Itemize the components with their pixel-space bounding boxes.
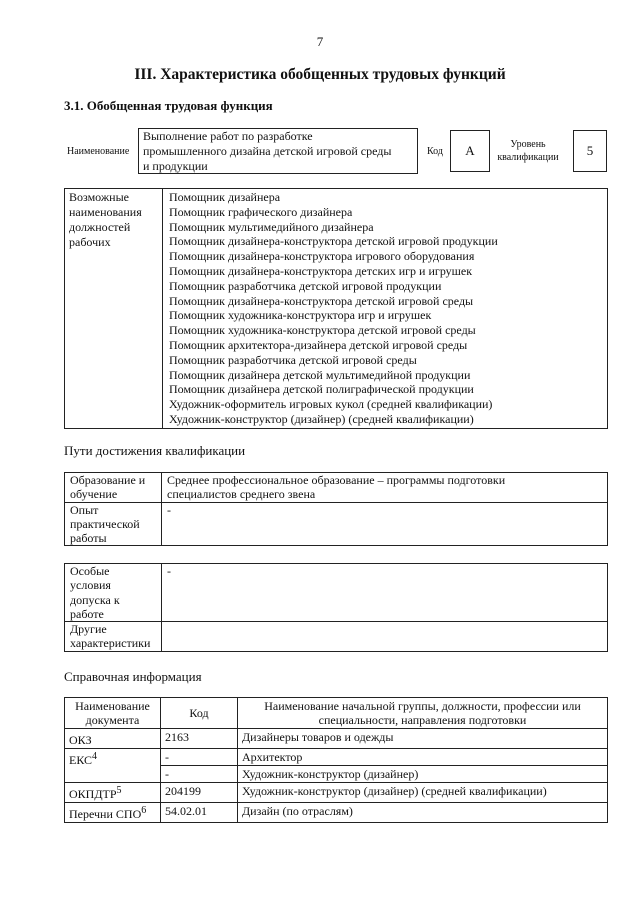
list-item: Помощник дизайнера — [169, 190, 281, 204]
list-item: Помощник мультимедийного дизайнера — [169, 219, 374, 234]
table-row — [65, 729, 608, 749]
footnote-ref: 5 — [116, 785, 122, 796]
row-code: - — [161, 766, 238, 783]
list-item: Помощник дизайнера-конструктора игрового оборудования — [169, 249, 475, 264]
row-document — [65, 729, 161, 749]
list-item: Помощник дизайнера-конструктора детской игровой среды — [169, 293, 474, 308]
header-code: Код — [161, 698, 238, 729]
header-name-line: Наименование начальной группы, должности, профессии или — [264, 699, 581, 713]
function-name-box — [138, 128, 418, 174]
table-row — [65, 803, 608, 823]
footnote-ref: 4 — [92, 751, 98, 762]
row-name: Дизайн (по отраслям) — [238, 803, 608, 823]
other-characteristics-label — [65, 622, 162, 652]
header-name — [238, 698, 608, 729]
list-item: Помощник разработчика детской игровой среды — [169, 352, 417, 367]
experience-label — [65, 502, 162, 546]
experience-value: - — [162, 502, 608, 546]
job-titles-label-line: наименования — [69, 205, 142, 219]
page-number: 7 — [316, 34, 324, 49]
experience-label-line: Опыт — [70, 502, 99, 517]
list-item: Помощник дизайнера-конструктора детской игровой продукции — [169, 234, 498, 249]
job-titles-label-line: рабочих — [69, 235, 111, 249]
job-titles-list — [163, 189, 608, 429]
education-label — [65, 473, 162, 503]
row-name: Дизайнеры товаров и одежды — [238, 729, 608, 749]
special-conditions-label-line: работе — [70, 606, 104, 621]
education-value-line: Среднее профессиональное образование – программы подготовки — [167, 473, 506, 487]
code-value-box: А — [450, 130, 490, 172]
job-titles-table — [64, 188, 608, 429]
job-titles-label — [65, 189, 163, 429]
list-item: Помощник художника-конструктора игр и игрушек — [169, 308, 432, 323]
level-label-line: Уровень — [510, 139, 546, 150]
other-characteristics-label-line: характеристики — [70, 636, 151, 651]
special-conditions-label — [65, 564, 162, 622]
row-document-text: ЕКС — [69, 753, 93, 767]
header-document — [65, 698, 161, 729]
list-item: Помощник разработчика детской игровой продукции — [169, 278, 442, 293]
function-name-line: промышленного дизайна детской игровой среды — [143, 144, 392, 158]
list-item: Помощник дизайнера-конструктора детских игр и игрушек — [169, 263, 473, 278]
code-label: Код — [427, 146, 443, 157]
experience-label-line: работы — [70, 531, 107, 546]
list-item: Помощник дизайнера детской мультимедийной продукции — [169, 367, 471, 382]
reference-title: Справочная информация — [64, 669, 202, 684]
list-item: Помощник архитектора-дизайнера детской игровой среды — [169, 337, 468, 352]
list-item: Помощник графического дизайнера — [169, 204, 353, 219]
level-label-line: квалификации — [497, 152, 559, 163]
special-conditions-label-line: условия — [70, 578, 111, 593]
header-document-line: документа — [85, 713, 140, 727]
header-name-line: специальности, направления подготовки — [318, 713, 527, 727]
level-value-box: 5 — [573, 130, 607, 172]
row-name: Художник-конструктор (дизайнер) — [238, 766, 608, 783]
row-document-text: ОКЗ — [69, 733, 92, 747]
list-item: Художник-оформитель игровых кукол (средней квалификации) — [169, 397, 493, 412]
row-document-text: ОКПДТР — [69, 787, 117, 801]
education-value — [162, 473, 608, 503]
row-document — [65, 749, 161, 783]
function-name-line: и продукции — [143, 159, 208, 173]
job-titles-label-line: должностей — [69, 220, 131, 234]
row-name: Архитектор — [238, 749, 608, 766]
row-document — [65, 783, 161, 803]
paths-title: Пути достижения квалификации — [64, 443, 246, 458]
special-conditions-label-line: допуска к — [70, 592, 120, 607]
subsection-title: 3.1. Обобщенная трудовая функция — [64, 98, 273, 113]
education-value-line: специалистов среднего звена — [167, 487, 316, 502]
experience-label-line: практической — [70, 516, 140, 531]
conditions-table — [64, 563, 608, 652]
other-characteristics-label-line: Другие — [70, 622, 107, 637]
education-label-line: обучение — [70, 487, 118, 502]
special-conditions-label-line: Особые — [70, 564, 110, 578]
job-titles-label-line: Возможные — [69, 190, 129, 204]
row-code: 2163 — [161, 729, 238, 749]
education-label-line: Образование и — [70, 473, 146, 487]
row-code: 204199 — [161, 783, 238, 803]
row-code: 54.02.01 — [161, 803, 238, 823]
special-conditions-value: - — [162, 564, 608, 622]
other-characteristics-value — [162, 622, 608, 652]
table-row — [65, 783, 608, 803]
row-code: - — [161, 749, 238, 766]
list-item: Художник-конструктор (дизайнер) (средней квалификации) — [169, 411, 474, 426]
row-name: Художник-конструктор (дизайнер) (средней квалификации) — [238, 783, 608, 803]
reference-table — [64, 697, 608, 823]
list-item: Помощник дизайнера детской полиграфической продукции — [169, 382, 474, 397]
level-label — [486, 138, 570, 164]
row-document-text: Перечни СПО — [69, 807, 142, 821]
footnote-ref: 6 — [141, 805, 147, 816]
paths-table — [64, 472, 608, 546]
name-label: Наименование — [67, 146, 130, 157]
table-row — [65, 749, 608, 766]
function-name-line: Выполнение работ по разработке — [143, 129, 313, 143]
section-title: III. Характеристика обобщенных трудовых функций — [134, 66, 506, 83]
header-document-line: Наименование — [75, 699, 150, 713]
list-item: Помощник художника-конструктора детской игровой среды — [169, 323, 476, 338]
row-document — [65, 803, 161, 823]
